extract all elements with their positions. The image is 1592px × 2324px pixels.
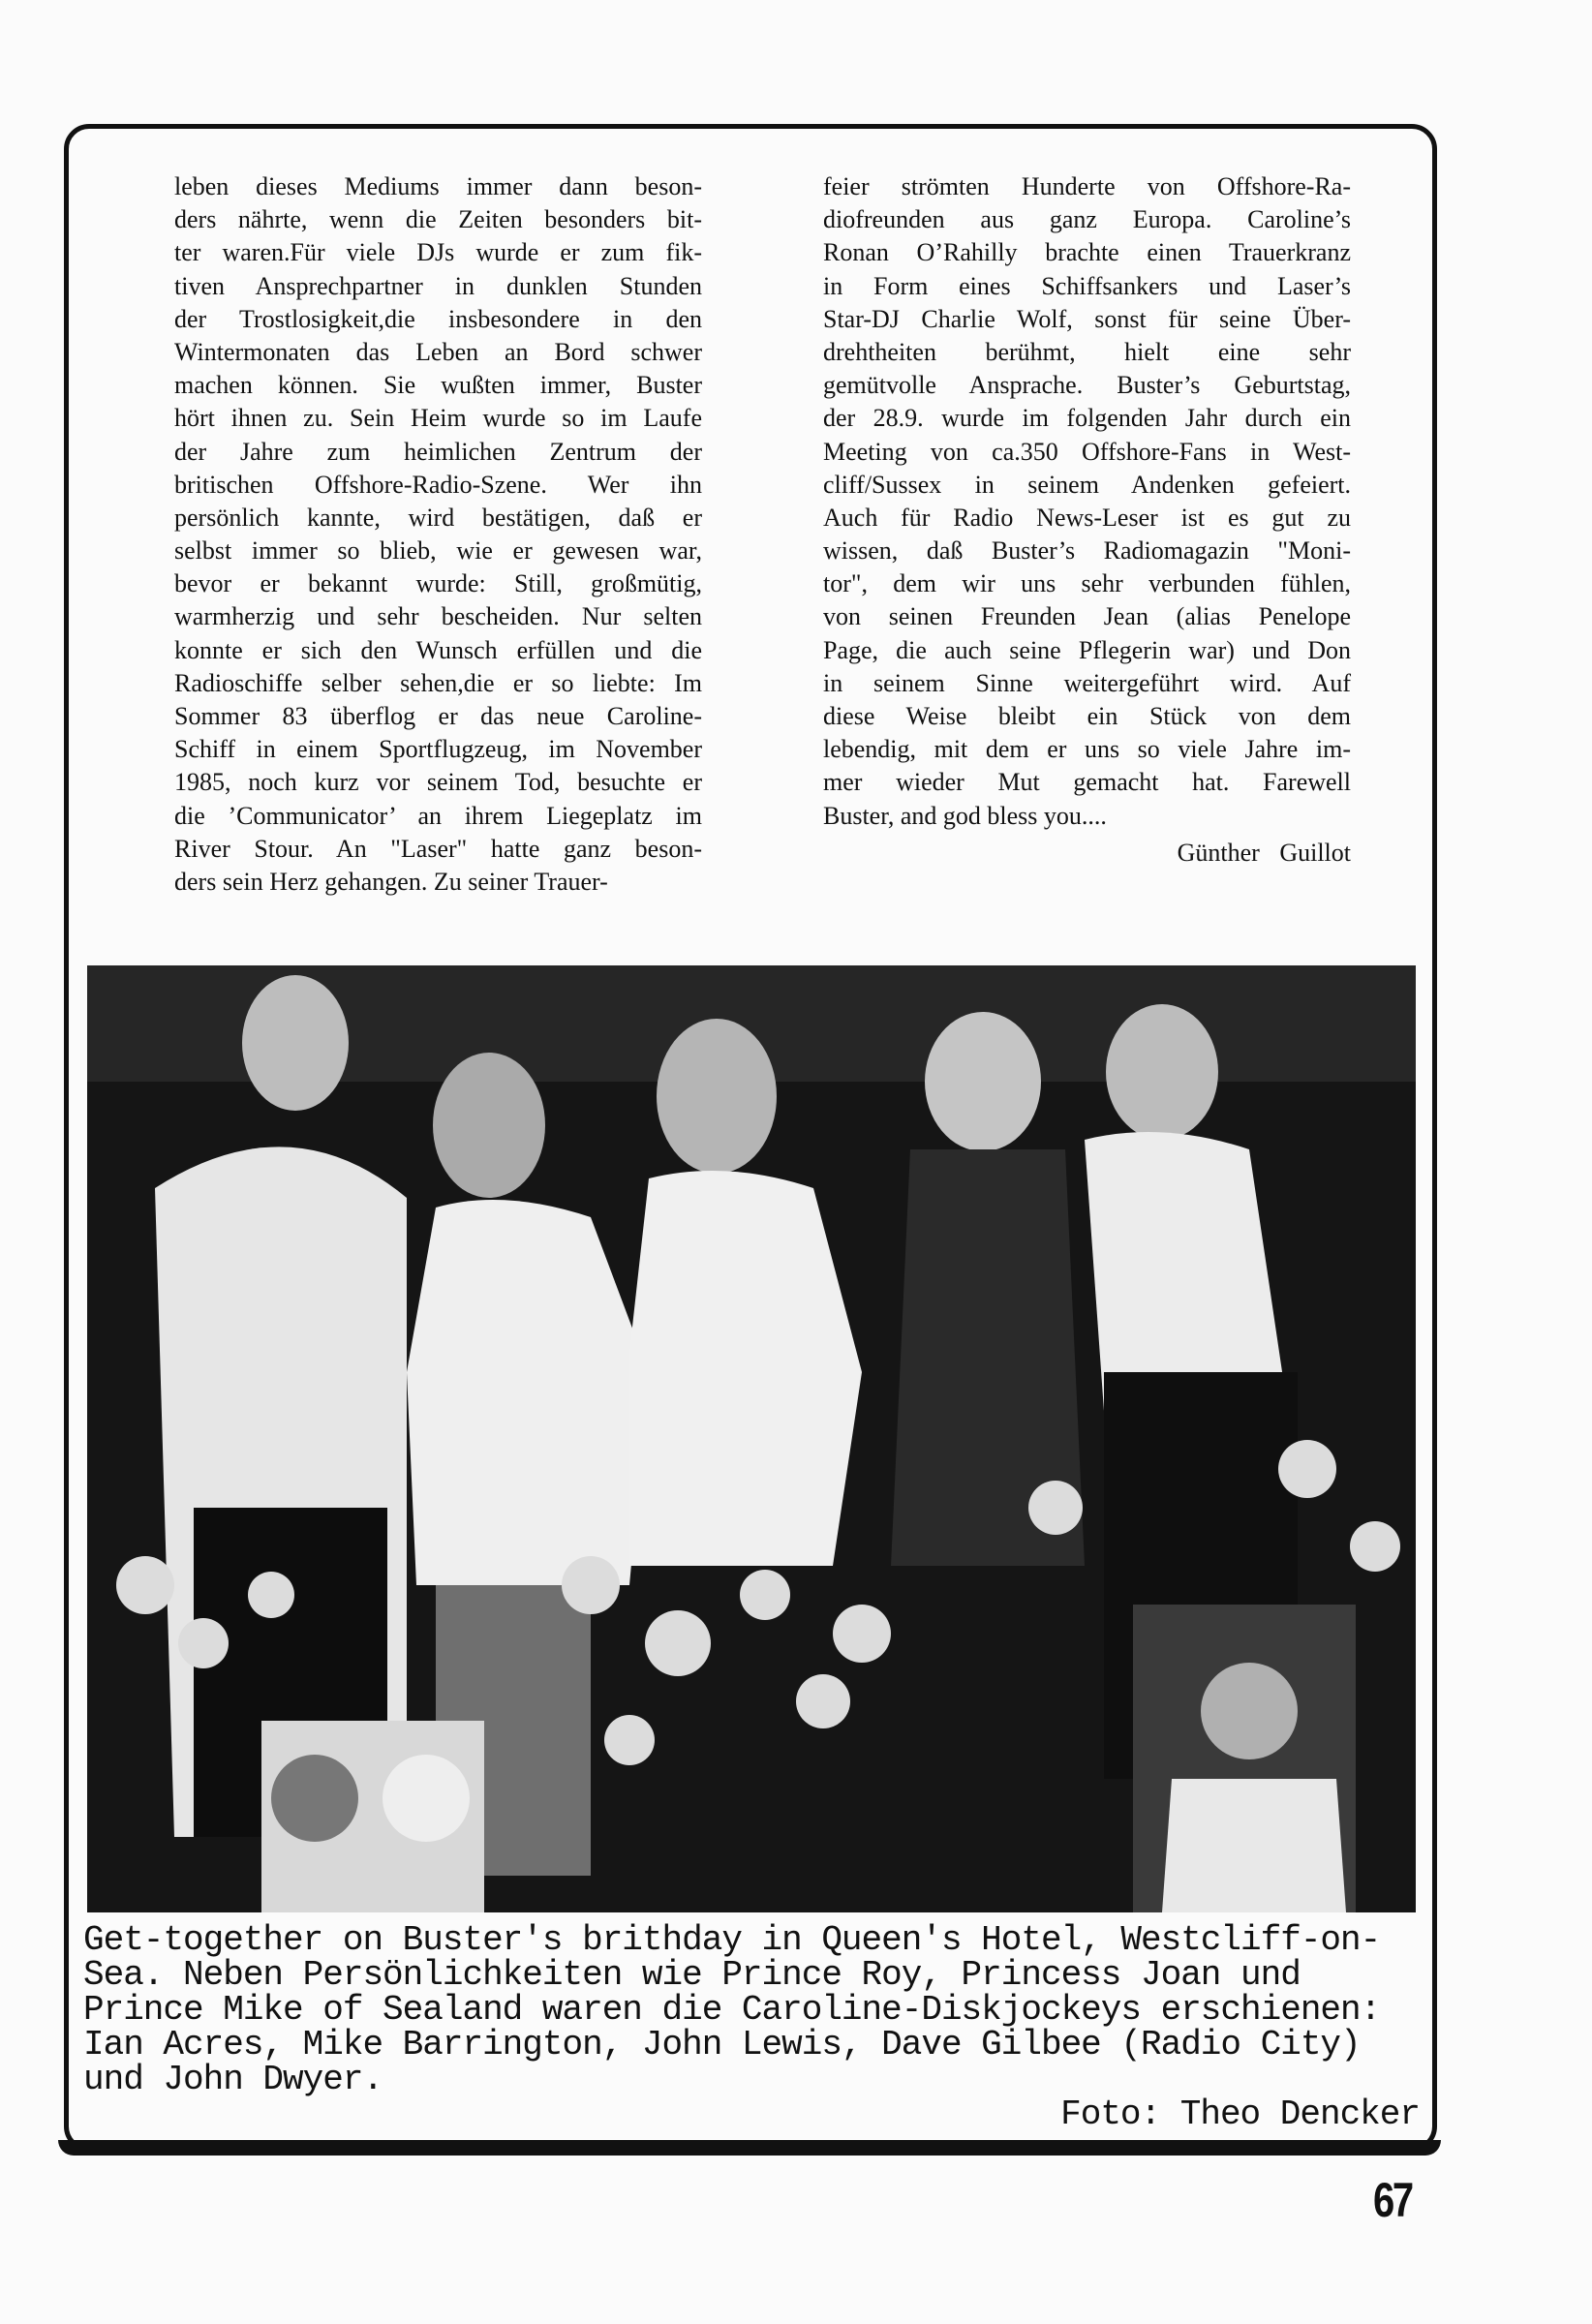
text-line: persönlich kannte, wird bestätigen, daß er <box>174 503 702 532</box>
text-line: Sommer 83 überflog er das neue Caroline- <box>174 702 702 730</box>
author-signature: Günther Guillot <box>1177 838 1351 867</box>
text-line: River Stour. An "Laser" hatte ganz beson- <box>174 834 702 863</box>
text-line: Auch für Radio News-Leser ist es gut zu <box>823 503 1351 532</box>
text-line: 1985, noch kurz vor seinem Tod, besuchte er <box>174 768 702 797</box>
text-line: machen können. Sie wußten immer, Buster <box>174 371 702 400</box>
text-line: britischen Offshore-Radio-Szene. Wer ihn <box>174 470 702 499</box>
article-right-column <box>823 170 1351 870</box>
text-line: selbst immer so blieb, wie er gewesen war, <box>174 536 702 566</box>
text-line: warmherzig und sehr bescheiden. Nur selten <box>174 602 702 631</box>
text-line: lebendig, mit dem er uns so viele Jahre im- <box>823 735 1351 764</box>
text-line: tor", dem wir uns sehr verbunden fühlen, <box>823 569 1351 598</box>
text-line: hört ihnen zu. Sein Heim wurde so im Laufe <box>174 404 702 433</box>
text-line: der Jahre zum heimlichen Zentrum der <box>174 437 702 466</box>
text-line: Ian Acres, Mike Barrington, John Lewis, Dave Gilbee (Radio City) <box>83 2025 1361 2064</box>
text-line: die ’Communicator’ an ihrem Liegeplatz im <box>174 801 702 830</box>
text-line: Star-DJ Charlie Wolf, sonst für seine Über- <box>823 304 1351 333</box>
text-line: tiven Ansprechpartner in dunklen Stunden <box>174 271 702 300</box>
text-line: Buster, and god bless you.... <box>823 801 1107 830</box>
text-line: drehtheiten berühmt, hielt eine sehr <box>823 337 1351 366</box>
text-line: cliff/Sussex in seinem Andenken gefeiert. <box>823 470 1351 499</box>
text-line: der 28.9. wurde im folgenden Jahr durch ein <box>823 404 1351 433</box>
text-line: mer wieder Mut gemacht hat. Farewell <box>823 768 1351 797</box>
text-line: Page, die auch seine Pflegerin war) und Don <box>823 635 1351 664</box>
frame-shadow <box>58 2140 1441 2156</box>
text-line: der Trostlosigkeit,die insbesondere in den <box>174 304 702 333</box>
text-line: Sea. Neben Persönlichkeiten wie Prince Roy, Princess Joan und <box>83 1955 1301 1995</box>
text-line: Get-together on Buster's brithday in Queen's Hotel, Westcliff-on- <box>83 1920 1381 1960</box>
text-line: Ronan O’Rahilly brachte einen Trauerkranz <box>823 238 1351 267</box>
text-line: von seinen Freunden Jean (alias Penelope <box>823 602 1351 631</box>
text-line: ders nährte, wenn die Zeiten besonders bit- <box>174 205 702 234</box>
text-line: diofreunden aus ganz Europa. Caroline’s <box>823 205 1351 234</box>
text-line: leben dieses Mediums immer dann beson- <box>174 172 702 200</box>
text-line: konnte er sich den Wunsch erfüllen und die <box>174 635 702 664</box>
photo-credit: Foto: Theo Dencker <box>1060 2095 1420 2134</box>
text-line: gemütvolle Ansprache. Buster’s Geburtstag, <box>823 371 1351 400</box>
page-number: 67 <box>1373 2173 1412 2227</box>
text-line: ter waren.Für viele DJs wurde er zum fik- <box>174 238 702 267</box>
article-left-column <box>174 170 702 899</box>
text-line: und John Dwyer. <box>83 2060 383 2099</box>
event-photo <box>87 965 1416 1912</box>
text-line: Radioschiffe selber sehen,die er so liebte: Im <box>174 668 702 697</box>
text-line: Meeting von ca.350 Offshore-Fans in West- <box>823 437 1351 466</box>
text-line: diese Weise bleibt ein Stück von dem <box>823 702 1351 730</box>
text-line: bevor er bekannt wurde: Still, großmütig, <box>174 569 702 598</box>
text-line: in seinem Sinne weitergeführt wird. Auf <box>823 668 1351 697</box>
text-line: in Form eines Schiffsankers und Laser’s <box>823 271 1351 300</box>
text-line: feier strömten Hunderte von Offshore-Ra- <box>823 172 1351 200</box>
photo-caption <box>83 1920 1420 2134</box>
photo-illustration <box>87 965 1416 1912</box>
text-line: Schiff in einem Sportflugzeug, im November <box>174 735 702 764</box>
text-line: Prince Mike of Sealand waren die Caroline-Diskjockeys erschienen: <box>83 1990 1381 2030</box>
text-line: Wintermonaten das Leben an Bord schwer <box>174 337 702 366</box>
text-line: wissen, daß Buster’s Radiomagazin "Moni- <box>823 536 1351 566</box>
text-line: ders sein Herz gehangen. Zu seiner Trauer- <box>174 867 608 896</box>
